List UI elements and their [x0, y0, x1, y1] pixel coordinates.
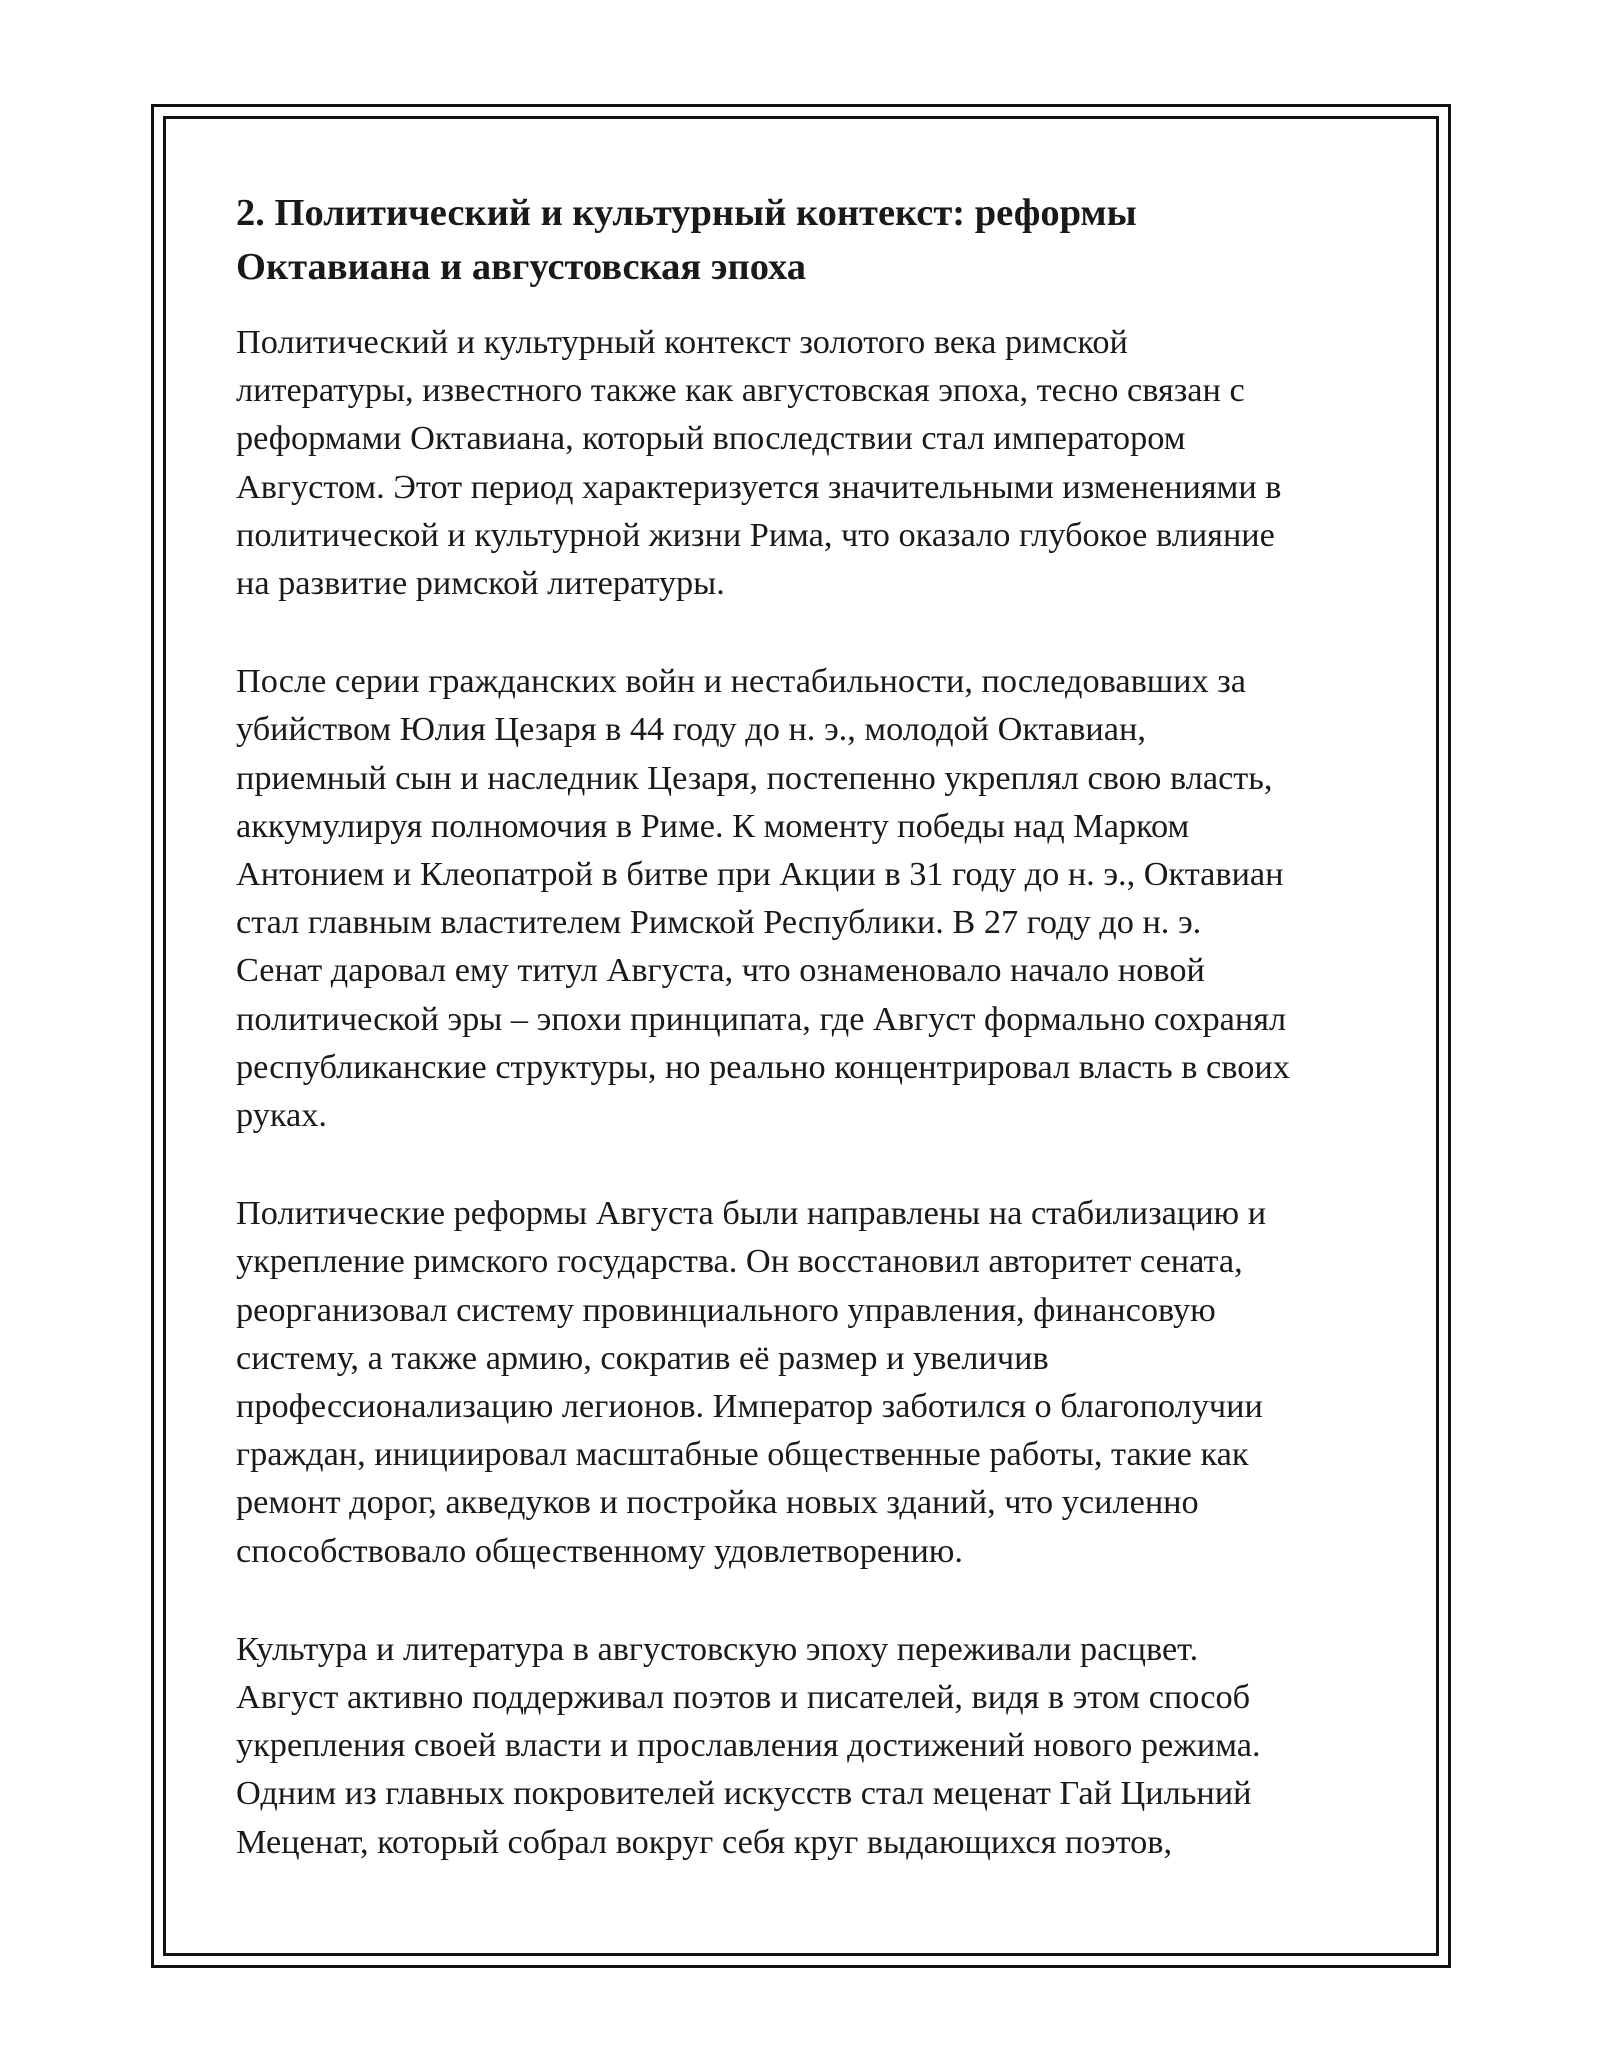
- text-line: стал главным властителем Римской Республики. В 27 году до н. э.: [236, 903, 1202, 942]
- text-line: на развитие римской литературы.: [236, 564, 725, 603]
- text-line: приемный сын и наследник Цезаря, постепенно укреплял свою власть,: [236, 758, 1273, 797]
- section-heading: [236, 186, 1376, 294]
- text-line: литературы, известного также как августовская эпоха, тесно связан с: [236, 371, 1245, 410]
- heading-line: Октавиана и августовская эпоха: [236, 246, 806, 288]
- document-body: [236, 186, 1376, 1916]
- text-line: укрепления своей власти и прославления достижений нового режима.: [236, 1726, 1261, 1765]
- text-line: политической и культурной жизни Рима, что оказало глубокое влияние: [236, 515, 1275, 554]
- paragraph-culture: [236, 1625, 1376, 1866]
- text-line: ремонт дорог, акведуков и постройка новых зданий, что усиленно: [236, 1483, 1199, 1522]
- text-line: систему, а также армию, сократив её размер и увеличив: [236, 1338, 1049, 1377]
- paragraph-civil-wars: [236, 657, 1376, 1139]
- paragraph-intro: [236, 318, 1376, 607]
- text-line: реорганизовал систему провинциального управления, финансовую: [236, 1290, 1216, 1329]
- text-line: республиканские структуры, но реально концентрировал власть в своих: [236, 1047, 1290, 1086]
- text-line: Культура и литература в августовскую эпоху переживали расцвет.: [236, 1629, 1199, 1668]
- text-line: Меценат, который собрал вокруг себя круг выдающихся поэтов,: [236, 1822, 1173, 1861]
- heading-line: 2. Политический и культурный контекст: реформы: [236, 192, 1137, 234]
- text-line: реформами Октавиана, который впоследствии стал императором: [236, 419, 1186, 458]
- paragraph-reforms: [236, 1189, 1376, 1575]
- text-line: руках.: [236, 1096, 327, 1135]
- text-line: способствовало общественному удовлетворению.: [236, 1531, 963, 1570]
- text-line: Август активно поддерживал поэтов и писателей, видя в этом способ: [236, 1678, 1251, 1717]
- text-line: После серии гражданских войн и нестабильности, последовавших за: [236, 662, 1247, 701]
- text-line: граждан, инициировал масштабные общественные работы, такие как: [236, 1435, 1249, 1474]
- text-line: Августом. Этот период характеризуется значительными изменениями в: [236, 467, 1282, 506]
- text-line: аккумулируя полномочия в Риме. К моменту победы над Марком: [236, 806, 1190, 845]
- text-line: Сенат даровал ему титул Августа, что ознаменовало начало новой: [236, 951, 1205, 990]
- text-line: убийством Юлия Цезаря в 44 году до н. э., молодой Октавиан,: [236, 710, 1146, 749]
- text-line: политической эры – эпохи принципата, где Август формально сохранял: [236, 999, 1287, 1038]
- text-line: Политический и культурный контекст золотого века римской: [236, 323, 1128, 361]
- text-line: Политические реформы Августа были направлены на стабилизацию и: [236, 1194, 1267, 1233]
- text-line: Антонием и Клеопатрой в битве при Акции в 31 году до н. э., Октавиан: [236, 855, 1284, 894]
- text-line: профессионализацию легионов. Император заботился о благополучии: [236, 1387, 1263, 1426]
- text-line: укрепление римского государства. Он восстановил авторитет сената,: [236, 1242, 1243, 1281]
- text-line: Одним из главных покровителей искусств стал меценат Гай Цильний: [236, 1774, 1252, 1813]
